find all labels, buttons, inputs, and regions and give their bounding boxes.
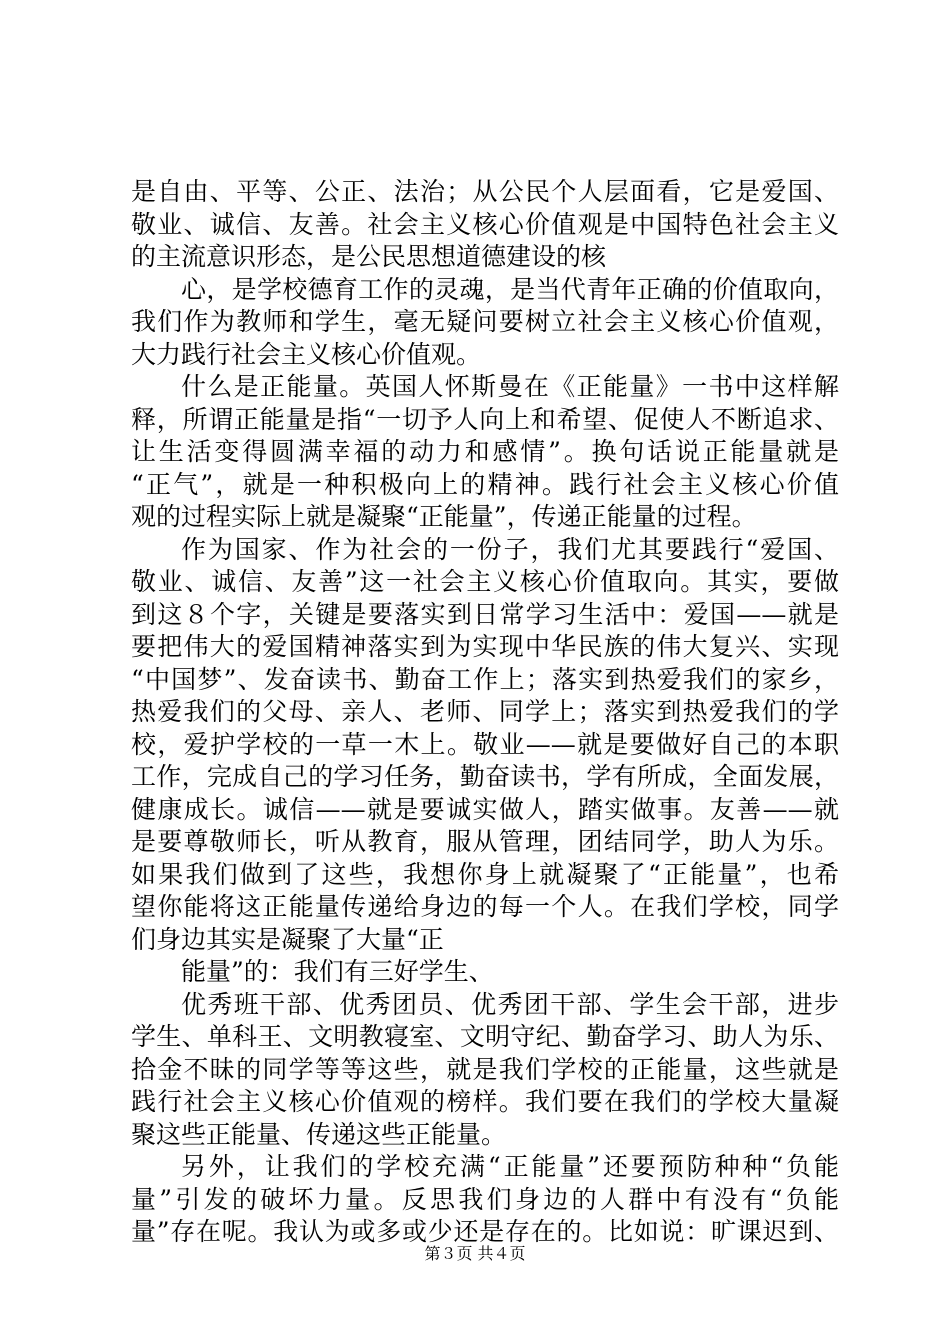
text-line: 释，所谓正能量是指“一切予人向上和希望、促使人不断追求、: [131, 404, 839, 434]
text-line: 如果我们做到了这些，我想你身上就凝聚了“正能量”，也希: [131, 859, 839, 889]
text-line: 大力践行社会主义核心价值观。: [131, 339, 482, 369]
text-line: 让生活变得圆满幸福的动力和感情”。换句话说正能量就是: [131, 437, 839, 466]
text-line: 观的过程实际上就是凝聚“正能量”，传递正能量的过程。: [131, 502, 757, 531]
text-line: 要把伟大的爱国精神落实到为实现中华民族的伟大复兴、实现: [131, 632, 839, 661]
text-line: 健康成长。诚信——就是要诚实做人，踏实做事。友善——就: [131, 794, 839, 824]
text-line: “中国梦”、发奋读书、勤奋工作上；落实到热爱我们的家乡，: [131, 664, 839, 694]
text-line: 的主流意识形态，是公民思想道德建设的核: [131, 242, 607, 271]
text-line: 们身边其实是凝聚了大量“正: [131, 924, 444, 954]
text-line: 学生、单科王、文明教寝室、文明守纪、勤奋学习、助人为乐、: [131, 1022, 839, 1051]
document-body: [131, 176, 839, 1249]
text-line: 到这８个字，关键是要落实到日常学习生活中：爱国——就是: [131, 599, 839, 629]
text-line: 能量”的：我们有三好学生、: [181, 957, 494, 986]
text-line: 另外，让我们的学校充满“正能量”还要预防种种“负能: [181, 1152, 839, 1181]
text-line: 优秀班干部、优秀团员、优秀团干部、学生会干部，进步: [181, 989, 839, 1019]
text-line: 热爱我们的父母、亲人、老师、同学上；落实到热爱我们的学: [131, 697, 839, 726]
text-line: 量”引发的破坏力量。反思我们身边的人群中有没有“负能: [131, 1184, 839, 1214]
page-number-label: 第３页 共４页: [424, 1244, 526, 1263]
text-line: 践行社会主义核心价值观的榜样。我们要在我们的学校大量凝: [131, 1087, 839, 1116]
text-line: 作为国家、作为社会的一份子，我们尤其要践行“爱国、: [181, 534, 839, 564]
text-line: 校，爱护学校的一草一木上。敬业——就是要做好自己的本职: [131, 729, 839, 759]
text-line: 心，是学校德育工作的灵魂，是当代青年正确的价值取向，: [181, 274, 839, 304]
text-line: 敬业、诚信、友善。社会主义核心价值观是中国特色社会主义: [131, 209, 839, 239]
text-line: 量”存在呢。我认为或多或少还是存在的。比如说：旷课迟到、: [131, 1217, 839, 1246]
text-line: 我们作为教师和学生，毫无疑问要树立社会主义核心价值观，: [131, 307, 839, 336]
text-line: “正气”，就是一种积极向上的精神。践行社会主义核心价值: [131, 469, 839, 499]
text-line: 敬业、诚信、友善”这一社会主义核心价值取向。其实，要做: [131, 567, 839, 596]
text-line: 拾金不昧的同学等等这些，就是我们学校的正能量，这些就是: [131, 1054, 839, 1084]
page-footer: [0, 1244, 950, 1264]
text-line: 工作，完成自己的学习任务，勤奋读书，学有所成，全面发展，: [131, 762, 839, 791]
text-line: 望你能将这正能量传递给身边的每一个人。在我们学校，同学: [131, 892, 839, 921]
text-line: 什么是正能量。英国人怀斯曼在《正能量》一书中这样解: [181, 372, 839, 401]
text-line: 聚这些正能量、传递这些正能量。: [131, 1119, 507, 1149]
text-line: 是自由、平等、公正、法治；从公民个人层面看，它是爱国、: [131, 177, 839, 206]
text-line: 是要尊敬师长，听从教育，服从管理，团结同学，助人为乐。: [131, 827, 839, 856]
